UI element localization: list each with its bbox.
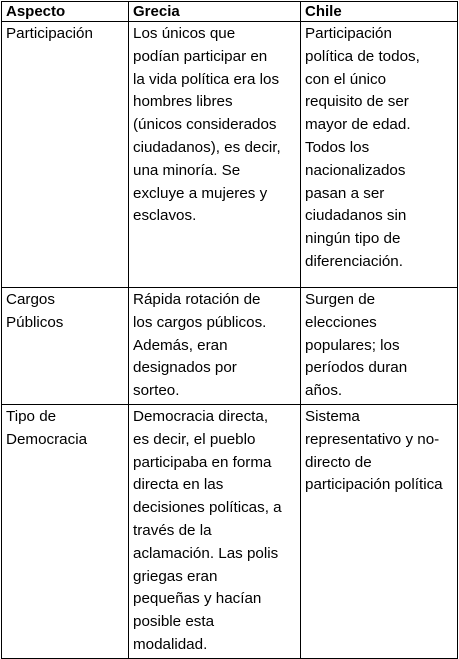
chile-cell xyxy=(301,404,458,658)
chile-cell xyxy=(301,288,458,405)
aspect-cell xyxy=(2,288,129,405)
chile-cell xyxy=(301,22,458,288)
header-row xyxy=(2,2,458,22)
table-row xyxy=(2,22,458,288)
chile-text: Participación política de todos, con el único requisito de ser mayor de edad. Todos los nacionalizados pasan a ser ciudadanos sin ningún tipo de diferenciación. xyxy=(305,25,420,270)
grecia-text: Democracia directa, es decir, el pueblo participaba en forma directa en las decisiones políticas, a través de la aclamación. Las polis griegas eran pequeñas y hacían posible esta modalidad. xyxy=(133,407,282,653)
header-grecia: Grecia xyxy=(129,2,301,22)
grecia-text: Rápida rotación de los cargos públicos. Además, eran designados por sorteo. xyxy=(133,291,267,400)
aspect-text: Participación xyxy=(6,25,93,42)
grecia-cell xyxy=(129,404,301,658)
grecia-cell xyxy=(129,22,301,288)
header-chile: Chile xyxy=(301,2,458,22)
aspect-cell xyxy=(2,22,129,288)
chile-text: Surgen de elecciones populares; los períodos duran años. xyxy=(305,291,408,400)
aspect-text: Cargos Públicos xyxy=(6,291,64,331)
comparison-table xyxy=(1,1,458,659)
grecia-cell xyxy=(129,288,301,405)
header-aspecto: Aspecto xyxy=(2,2,129,22)
table-row xyxy=(2,288,458,405)
aspect-cell xyxy=(2,404,129,658)
chile-text: Sistema representativo y no- directo de participación política xyxy=(305,407,443,494)
aspect-text: Tipo de Democracia xyxy=(6,407,88,448)
grecia-text: Los únicos que podían participar en la vida política era los hombres libres (únicos considerados ciudadanos), es decir, una minoría. Se excluye a mujeres y esclavos. xyxy=(133,25,281,225)
table-row xyxy=(2,404,458,658)
